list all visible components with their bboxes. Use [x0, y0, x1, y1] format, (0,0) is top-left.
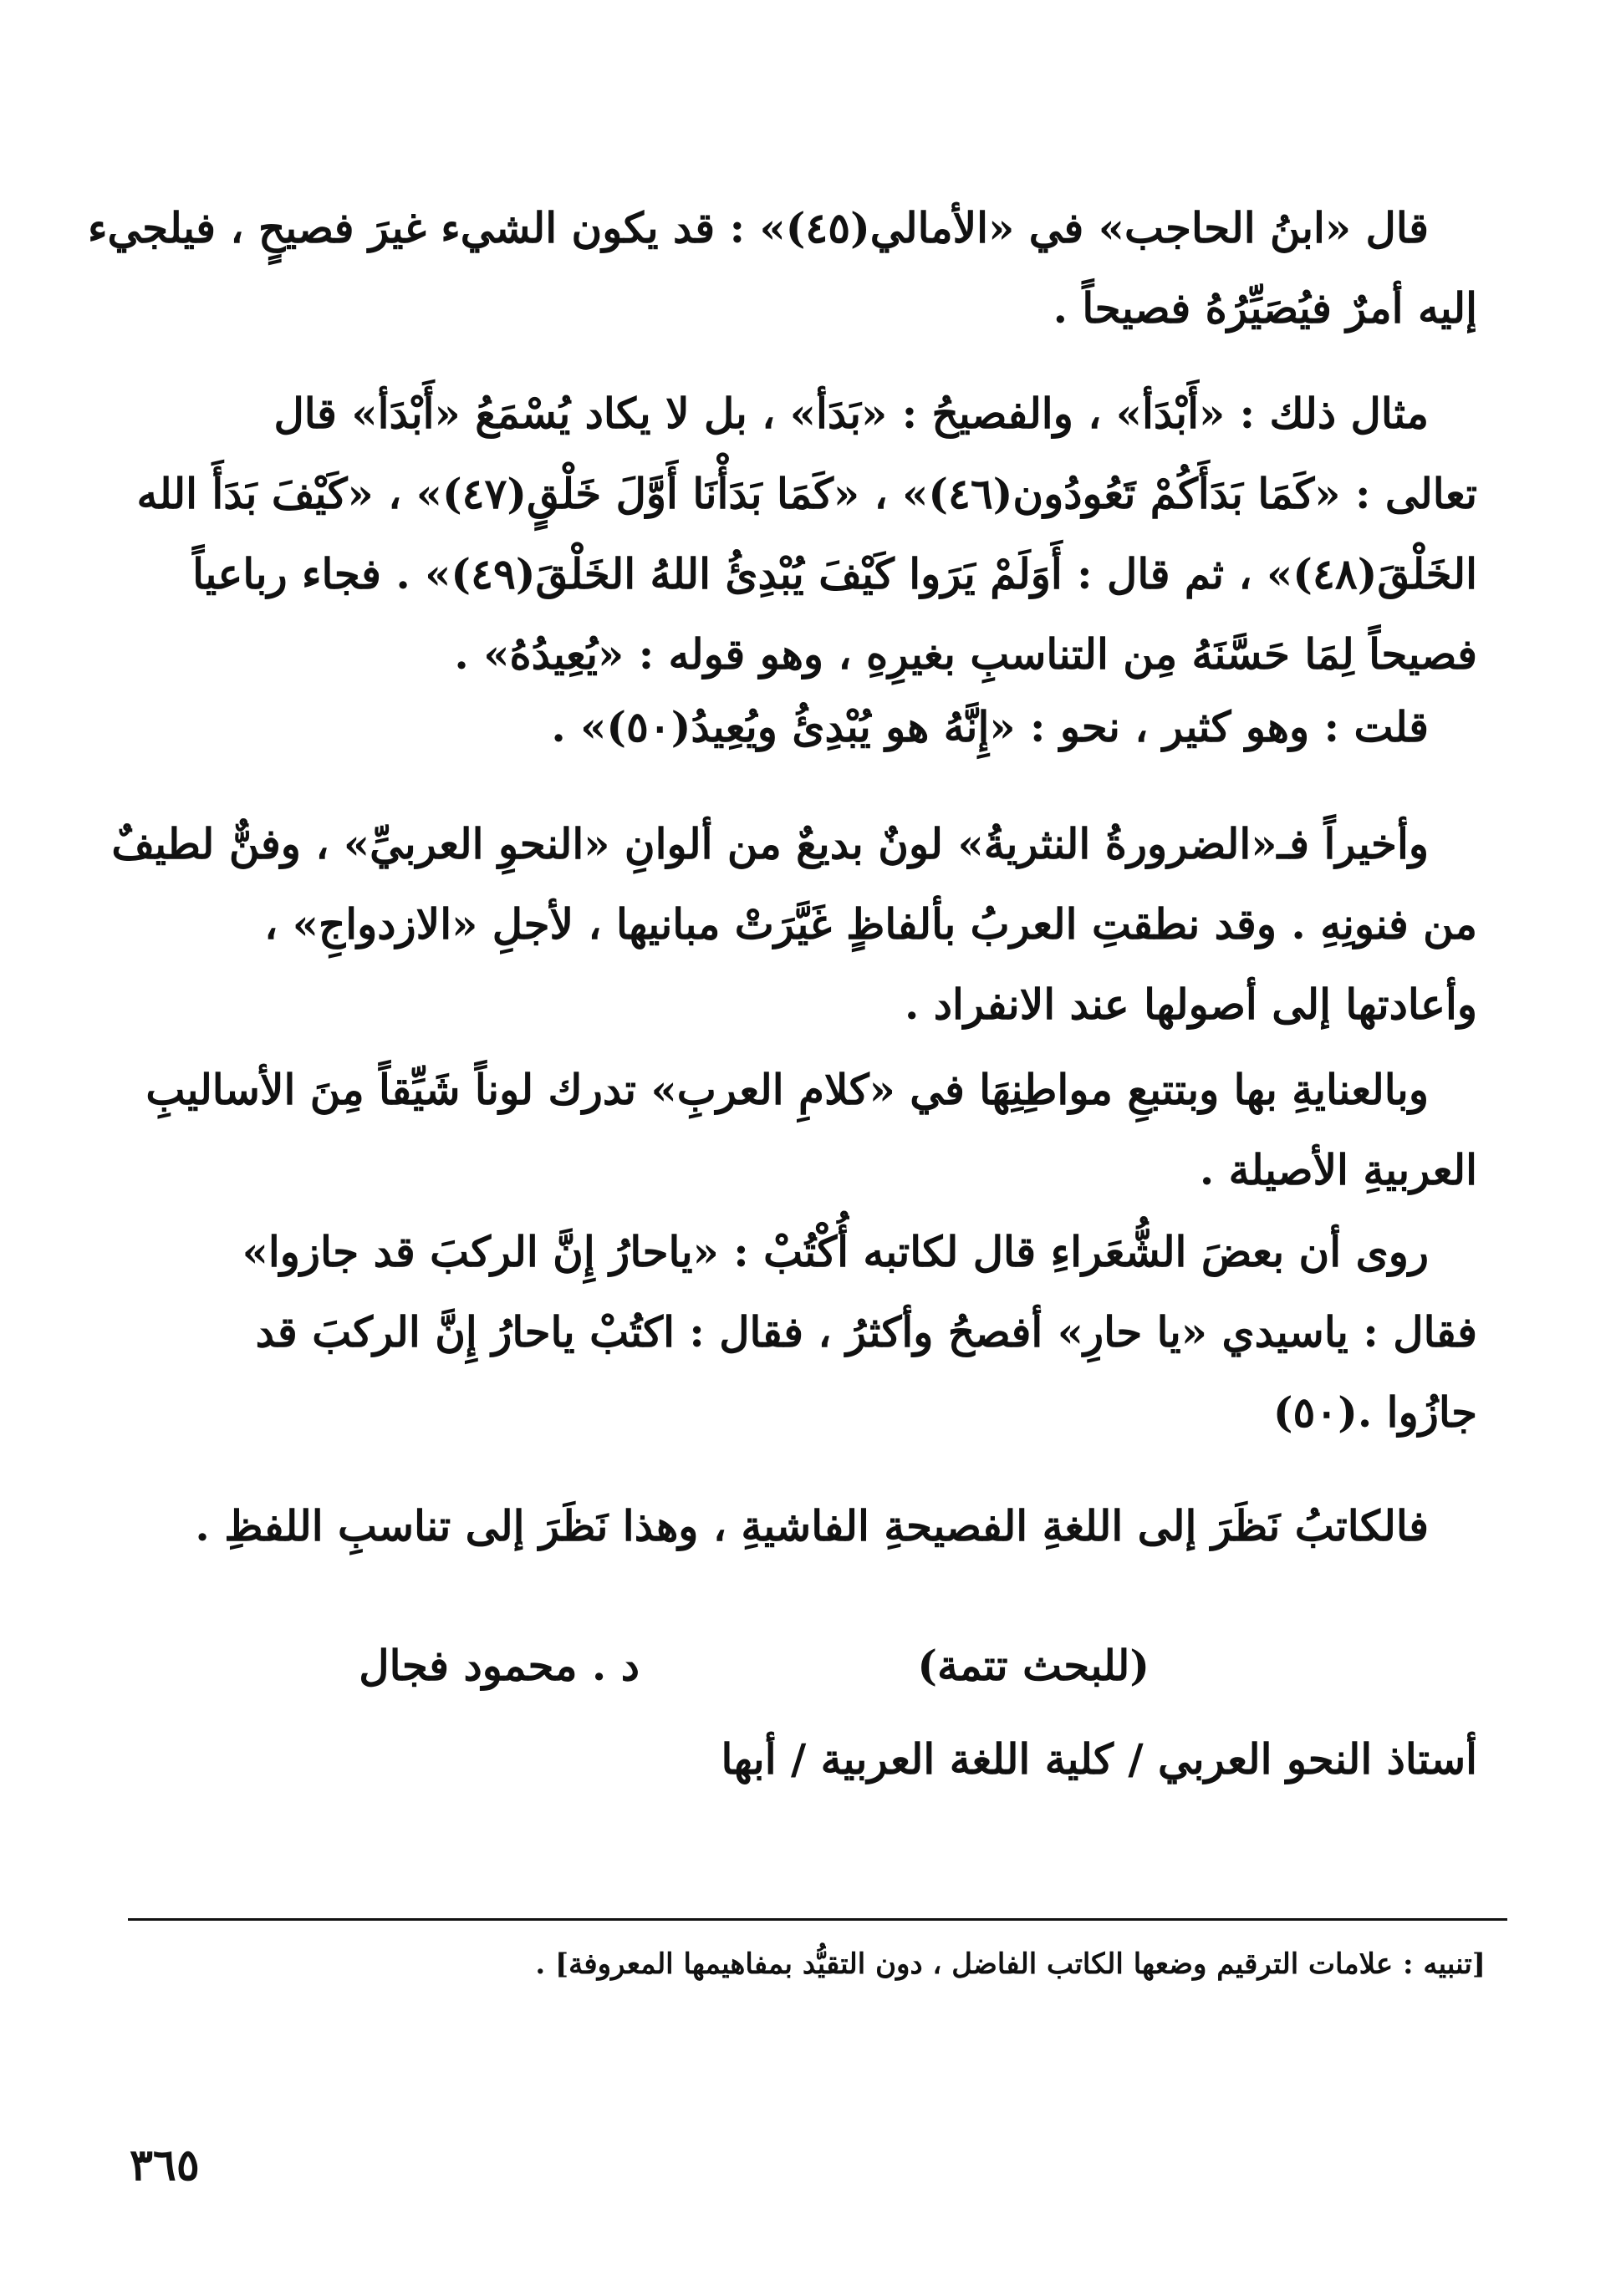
to-be-continued-note: (للبحث تتمة)	[917, 1641, 1150, 1690]
text-line: من فنونِهِ . وقد نطقتِ العربُ بألفاظٍ غَيَّرَتْ مبانيها ، لأجلِ «الازدواجِ» ،	[264, 899, 1477, 949]
text-line: قلت : وهو كثير ، نحو : «إِنَّهُ هو يُبْدِئُ ويُعِيدُ(٥٠)» .	[551, 702, 1429, 751]
text-line: فقال : ياسيدي «يا حارِ» أفصحُ وأكثرُ ، فقال : اكتُبْ ياحارُ إِنَّ الركبَ قد	[255, 1307, 1477, 1357]
page-number: ٣٦٥	[130, 2140, 200, 2191]
text-line: العربيةِ الأصيلة .	[1199, 1145, 1477, 1194]
paragraph-poet-anecdote	[140, 1212, 1477, 1453]
text-line: مثال ذلك : «أَبْدَأ» ، والفصيحُ : «بَدَأ» ، بل لا يكاد يُسْمَعُ «أَبْدَأ» قال	[273, 389, 1429, 438]
paragraph-prose-necessity	[111, 804, 1477, 1045]
text-line: وبالعنايةِ بها وبتتبعِ مواطِنِهَا في «كلامِ العربِ» تدرك لوناً شَيِّقاً مِنَ الأساليبِ	[145, 1065, 1429, 1114]
text-line: وأخيراً فـ«الضرورةُ النثريةُ» لونٌ بديعٌ من ألوانِ «النحوِ العربيِّ» ، وفنٌّ لطيفٌ	[111, 819, 1429, 868]
text-line: فالكاتبُ نَظَرَ إلى اللغةِ الفصيحةِ الفاشيةِ ، وهذا نَظَرَ إلى تناسبِ اللفظِ .	[195, 1501, 1429, 1550]
text-line: جازُوا .(٥٠)	[1272, 1387, 1477, 1437]
paragraph-ibn-hajib	[88, 188, 1477, 349]
text-line: إليه أمرٌ فيُصَيِّرُهُ فصيحاً .	[1053, 283, 1477, 333]
paragraph-conclusion	[140, 1486, 1477, 1566]
text-line: تعالى : «كَمَا بَدَأَكُمْ تَعُودُون(٤٦)» ، «كَمَا بَدَأْنَا أَوَّلَ خَلْقٍ(٤٧)» ، «كَيْفَ بَدَأَ الله	[136, 469, 1477, 518]
paragraph-attention	[140, 1050, 1477, 1210]
paragraph-qultu	[140, 687, 1477, 767]
text-line: قال «ابنُ الحاجب» في «الأمالي(٤٥)» : قد يكون الشيء غيرَ فصيحٍ ، فيلجيء	[88, 203, 1429, 252]
text-line: الخَلْقَ(٤٨)» ، ثم قال : أَوَلَمْ يَرَوا كَيْفَ يُبْدِئُ اللهُ الخَلْقَ(٤٩)» . فجاء رباعياً	[192, 549, 1477, 598]
paragraph-example-bada	[136, 374, 1477, 695]
author-name: د . محمود فجال	[359, 1641, 640, 1690]
text-line: وأعادتها إلى أصولها عند الانفراد .	[904, 980, 1477, 1029]
text-line: فصيحاً لِمَا حَسَّنَهُ مِن التناسبِ بغيرِهِ ، وهو قوله : «يُعِيدُهُ» .	[454, 629, 1477, 679]
author-affiliation: أستاذ النحو العربي / كلية اللغة العربية / أبها	[721, 1734, 1477, 1784]
footnote-divider	[128, 1918, 1507, 1921]
text-line: روى أن بعضَ الشُّعَراءِ قال لكاتبه أُكْتُبْ : «ياحارُ إِنَّ الركبَ قد جازوا»	[242, 1227, 1429, 1276]
footnote: [تنبيه : علامات الترقيم وضعها الكاتب الفاضل ، دون التقيُّد بمفاهيمها المعروفة] .	[535, 1947, 1486, 1981]
